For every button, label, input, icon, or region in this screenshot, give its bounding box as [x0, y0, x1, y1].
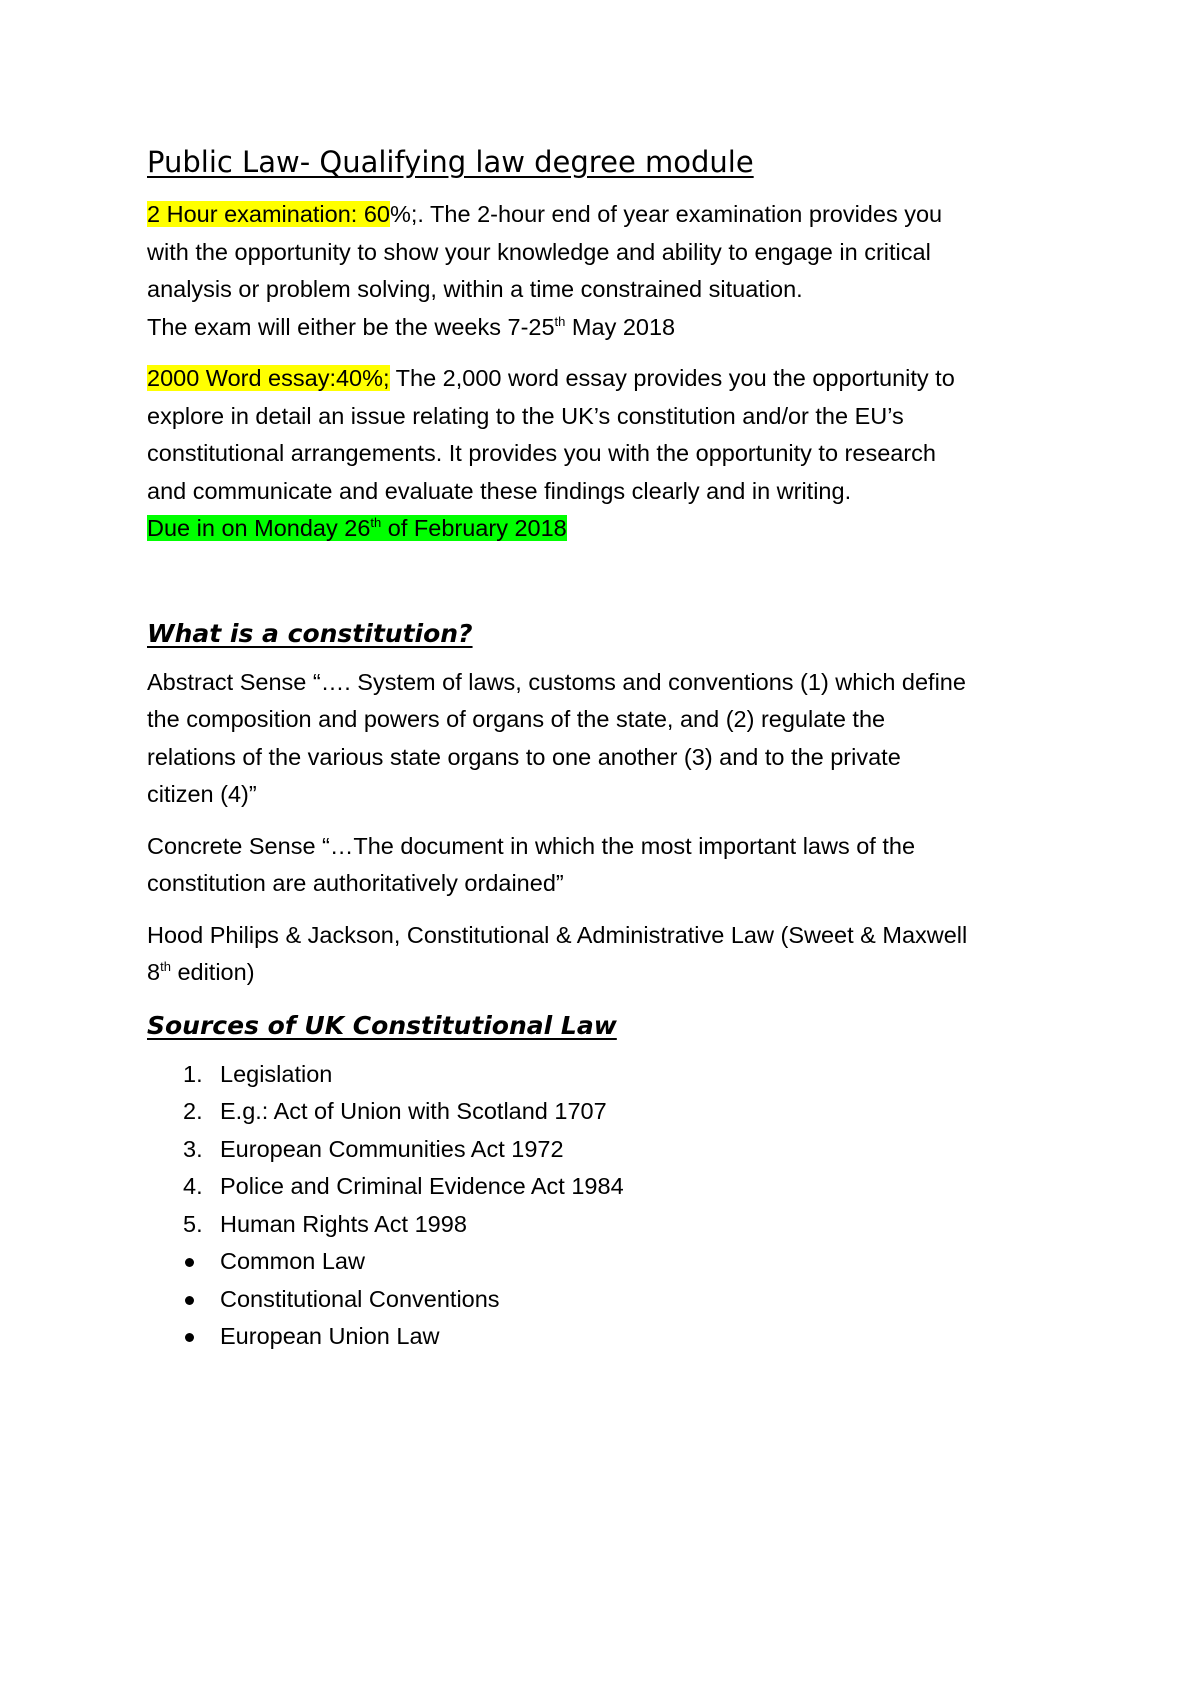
citation — [147, 917, 1077, 992]
essay-line-1 — [147, 360, 1077, 398]
list-number: 2. — [183, 1098, 203, 1124]
due-pre: Due in on Monday 26 — [147, 515, 371, 541]
citation-edition-number: 8 — [147, 959, 161, 985]
concrete-sense — [147, 828, 1077, 903]
due-post: of February 2018 — [381, 515, 567, 541]
essay-highlight-label: 2000 Word essay:40%; — [147, 365, 390, 391]
exam-section — [147, 196, 1077, 346]
due-sup: th — [370, 515, 382, 531]
exam-dates-post: May 2018 — [565, 313, 676, 340]
exam-line-2: with the opportunity to show your knowledge and ability to engage in critical — [147, 238, 931, 265]
list-number: 4. — [183, 1173, 203, 1199]
list-item — [147, 1093, 1077, 1131]
list-number: 1. — [183, 1060, 203, 1087]
sources-list — [147, 1056, 1077, 1356]
abstract-line-4: citizen (4)” — [147, 781, 257, 807]
constitution-heading: What is a constitution? — [147, 618, 473, 648]
bullet-icon — [185, 1296, 194, 1305]
list-item — [147, 1206, 1077, 1244]
essay-section — [147, 360, 1077, 548]
essay-due-date — [147, 510, 1077, 548]
essay-line-1-text: The 2,000 word essay provides you the opportunity to — [389, 365, 955, 391]
list-item — [147, 1318, 1077, 1356]
concrete-line-2: constitution are authoritatively ordained” — [147, 870, 564, 896]
due-date-highlight — [147, 515, 567, 541]
exam-line-3: analysis or problem solving, within a time constrained situation. — [147, 276, 803, 302]
essay-line-4: and communicate and evaluate these findings clearly and in writing. — [147, 477, 852, 504]
document-content — [147, 142, 1077, 1356]
bullet-icon — [185, 1258, 194, 1267]
list-item-text: Legislation — [220, 1060, 333, 1087]
sources-heading: Sources of UK Constitutional Law — [147, 1010, 617, 1040]
exam-dates-sup: th — [554, 313, 566, 329]
citation-line-2 — [147, 954, 1077, 992]
exam-line-1 — [147, 196, 1077, 234]
exam-dates — [147, 309, 1077, 347]
abstract-line-2: the composition and powers of organs of the state, and (2) regulate the — [147, 706, 886, 732]
list-item-text: Constitutional Conventions — [220, 1285, 500, 1312]
exam-line-1-text: %;. The 2-hour end of year examination provides you — [389, 201, 943, 227]
list-item — [147, 1281, 1077, 1319]
list-item — [147, 1243, 1077, 1281]
concrete-line-1: Concrete Sense “…The document in which the most important laws of the — [147, 832, 916, 859]
abstract-line-3: relations of the various state organs to one another (3) and to the private — [147, 743, 901, 770]
citation-edition-post: edition) — [170, 959, 255, 985]
essay-line-3: constitutional arrangements. It provides you with the opportunity to research — [147, 440, 936, 466]
list-number: 5. — [183, 1210, 203, 1237]
exam-highlight-label: 2 Hour examination: 60 — [147, 201, 390, 227]
citation-edition-sup: th — [160, 959, 171, 975]
list-item — [147, 1168, 1077, 1206]
list-item-text: European Union Law — [220, 1323, 440, 1349]
abstract-line-1: Abstract Sense “…. System of laws, customs and conventions (1) which define — [147, 668, 966, 695]
exam-dates-pre: The exam will either be the weeks 7-25 — [147, 313, 555, 340]
list-item-text: European Communities Act 1972 — [220, 1135, 564, 1162]
list-item-text: E.g.: Act of Union with Scotland 1707 — [220, 1098, 607, 1124]
bullet-icon — [185, 1333, 194, 1342]
list-item-text: Police and Criminal Evidence Act 1984 — [220, 1173, 624, 1199]
abstract-sense — [147, 664, 1077, 814]
list-item-text: Human Rights Act 1998 — [220, 1210, 467, 1237]
list-number: 3. — [183, 1135, 203, 1162]
list-item — [147, 1056, 1077, 1094]
essay-line-2: explore in detail an issue relating to the UK’s constitution and/or the EU’s — [147, 402, 904, 429]
list-item — [147, 1131, 1077, 1169]
page-title: Public Law- Qualifying law degree module — [147, 145, 754, 179]
citation-line-1: Hood Philips & Jackson, Constitutional & Administrative Law (Sweet & Maxwell — [147, 921, 968, 948]
list-item-text: Common Law — [220, 1248, 365, 1274]
